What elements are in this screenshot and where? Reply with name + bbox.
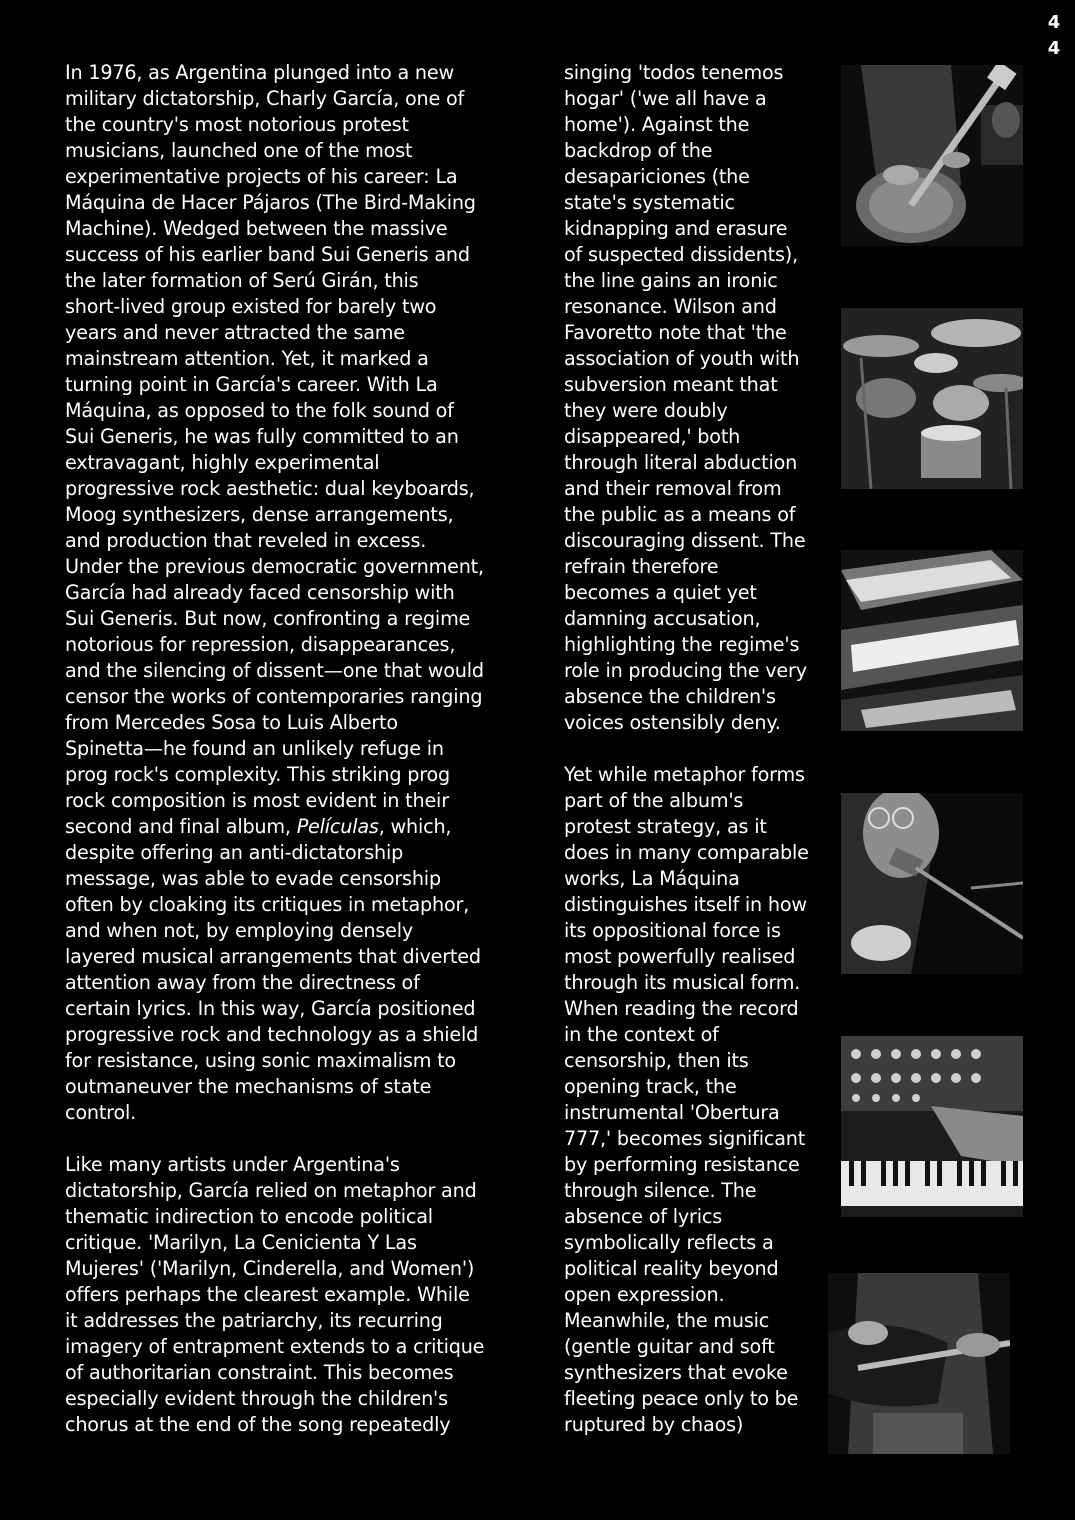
paragraph-chorus: singing 'todos tenemos hogar' ('we all have a home'). Against the backdrop of the desapariciones (the state's systematic kidnapping and erasure of suspected dissidents), the line gains an ironic resonance. Wilson and Favoretto note that 'the association of youth with subversion meant that they were doubly disappeared,' both through literal abduction and their removal from the public as a means of discouraging dissent. The refrain therefore becomes a quiet yet damning accusation, highlighting the regime's role in producing the very absence the children's voices ostensibly deny. bbox=[564, 61, 807, 734]
moog-synthesizer-photo bbox=[841, 1036, 1023, 1217]
synthesizer-keyboards-photo bbox=[841, 550, 1023, 731]
paragraph-musical-form: Yet while metaphor forms part of the album's protest strategy, as it does in many comparable works, La Máquina distinguishes itself in how its oppositional force is most powerfully realised through its musical form. When reading the record in the context of censorship, then its opening track, the instrumental 'Obertura 777,' becomes significant by performing resistance through silence. The absence of lyrics symbolically reflects a political reality beyond open expression. Meanwhile, the music (gentle guitar and soft synthesizers that evoke fleeting peace only to be ruptured by chaos) bbox=[564, 763, 809, 1436]
guitarist-photo bbox=[841, 65, 1023, 246]
left-column bbox=[65, 60, 520, 1438]
bass-guitarist-photo bbox=[828, 1273, 1010, 1454]
album-title: Películas bbox=[296, 815, 379, 838]
paragraph-intro-text-b: , which, despite offering an anti-dictatorship message, was able to evade censorship often by cloaking its critiques in metaphor, and when not, by employing densely layered musical arrangements that diverted attention away from the directness of certain lyrics. In this way, García positioned progressive rock and technology as a shield for resistance, using sonic maximalism to outmaneuver the mechanisms of state control. bbox=[65, 815, 481, 1124]
singer-at-microphone-photo bbox=[841, 793, 1023, 974]
paragraph-intro-text-a: In 1976, as Argentina plunged into a new military dictatorship, Charly García, one of the country's most notorious protest musicians, launched one of the most experimentative projects of his career: La Máquina de Hacer Pájaros (The Bird-Making Machine). Wedged between the massive success of his earlier band Sui Generis and the later formation of Serú Girán, this short-lived group existed for barely two years and never attracted the same mainstream attention. Yet, it marked a turning point in García's career. With La Máquina, as opposed to the folk sound of Sui Generis, he was fully committed to an extravagant, highly experimental progressive rock aesthetic: dual keyboards, Moog synthesizers, dense arrangements, and production that reveled in excess. Under the previous democratic government, García had already faced censorship with Sui Generis. But now, confronting a regime notorious for repression, disappearances, and the silencing of dissent—one that would censor the works of contemporaries ranging from Mercedes Sosa to Luis Alberto Spinetta—he found an unlikely refuge in prog rock's complexity. This striking prog rock composition is most evident in their second and final album, bbox=[65, 61, 484, 838]
paragraph-metaphor: Like many artists under Argentina's dictatorship, García relied on metaphor and thematic indirection to encode political critique. 'Marilyn, La Cenicienta Y Las Mujeres' ('Marilyn, Cinderella, and Women') offers perhaps the clearest example. While it addresses the patriarchy, its recurring imagery of entrapment extends to a critique of authoritarian constraint. This becomes especially evident through the children's chorus at the end of the song repeatedly bbox=[65, 1153, 485, 1436]
page-number: 44 bbox=[1047, 12, 1061, 59]
drum-kit-photo bbox=[841, 308, 1023, 489]
right-column bbox=[564, 60, 832, 1438]
paragraph-intro bbox=[65, 60, 520, 1126]
